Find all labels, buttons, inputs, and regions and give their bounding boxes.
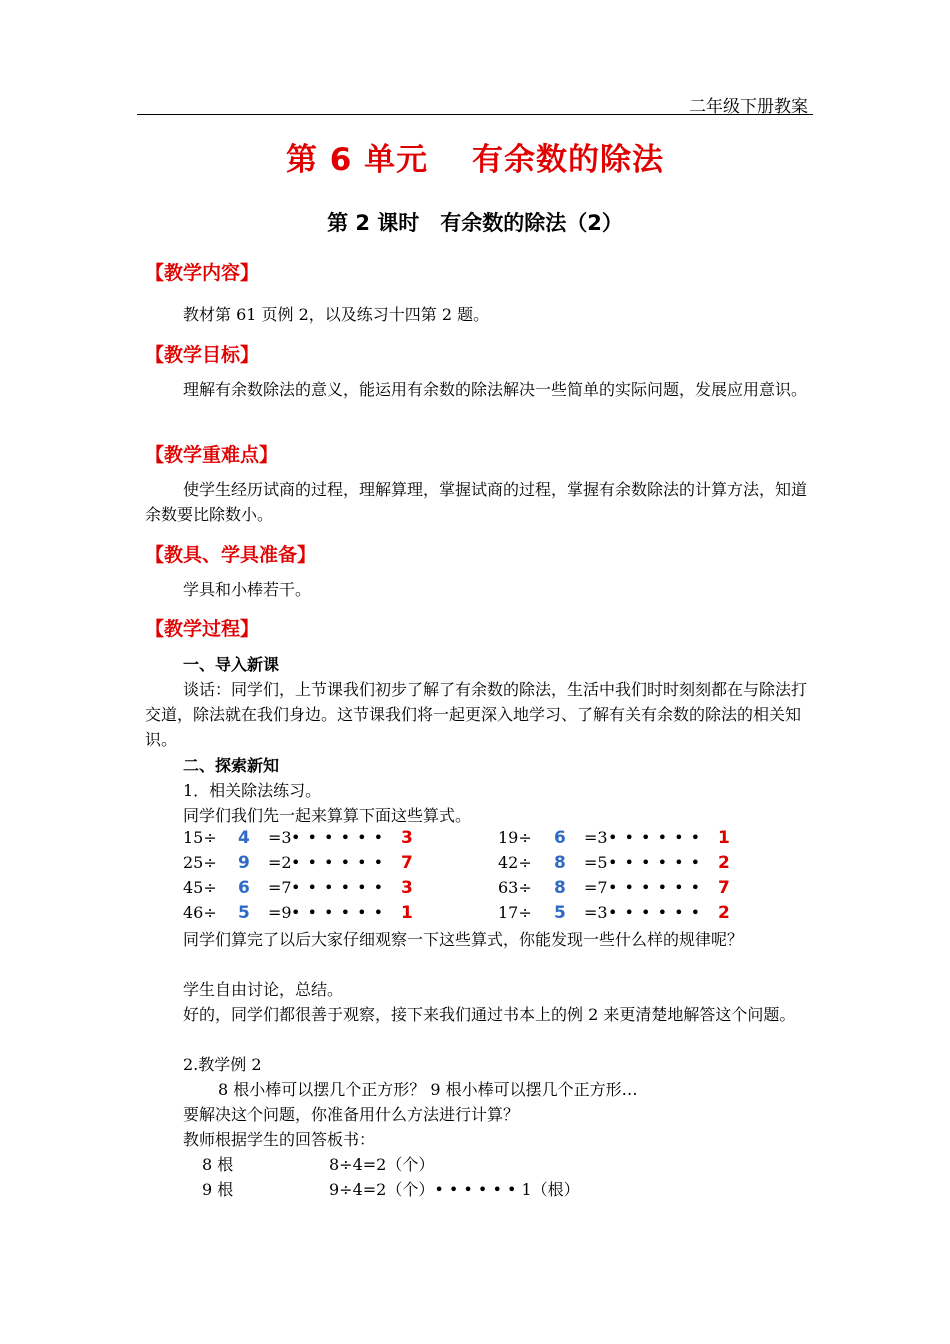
equation-dots: • • • • • • [291,903,385,922]
part1-text: 谈话：同学们，上节课我们初步了解了有余数的除法，生活中我们时时刻刻都在与除法打交道，除法就在我们身边。这节课我们将一起更深入地学习、了解有关有余数的除法的相关知识。 [145,680,808,749]
equation-quotient: =9 [268,903,292,922]
board-row-label: 9 根 [202,1180,234,1199]
good-text: 好的，同学们都很善于观察，接下来我们通过书本上的例 2 来更清楚地解答这个问题。 [183,1005,796,1024]
equation-quotient: =2 [268,853,292,872]
equation-quotient: =7 [268,878,292,897]
equation-dividend: 46÷ [183,903,217,922]
equation-dots: • • • • • • [608,853,702,872]
equation-dividend: 42÷ [498,853,532,872]
method-question: 要解决这个问题，你准备用什么方法进行计算？ [183,1105,520,1124]
discuss-text: 学生自由讨论，总结。 [183,980,344,999]
equation-remainder: 3 [401,878,413,898]
equation-dividend: 63÷ [498,878,532,897]
section-heading-keypoints: 【教学重难点】 [145,444,279,466]
equation-quotient: =3 [584,828,608,847]
equation-divisor: 9 [238,853,250,873]
equation-dots: • • • • • • [291,878,385,897]
equation-divisor: 5 [238,903,250,923]
board-intro: 教师根据学生的回答板书： [183,1130,376,1149]
equation-dividend: 17÷ [498,903,532,922]
equation-quotient: =3 [268,828,292,847]
item1-text: 同学们我们先一起来算算下面这些算式。 [183,806,472,825]
equation-dividend: 19÷ [498,828,532,847]
equation-dots: • • • • • • [291,828,385,847]
keypoints-text: 使学生经历试商的过程，理解算理，掌握试商的过程，掌握有余数除法的计算方法，知道余数要比除数小。 [145,480,808,524]
equation-remainder: 7 [401,853,413,873]
equation-dots: • • • • • • [608,878,702,897]
equation-divisor: 4 [238,828,250,848]
equation-dividend: 45÷ [183,878,217,897]
equation-divisor: 6 [554,828,566,848]
section-heading-tools: 【教具、学具准备】 [145,544,317,566]
item1-title: 1．相关除法练习。 [183,781,322,800]
unit-title: 第 6 单元 有余数的除法 [286,142,664,178]
equation-remainder: 7 [718,878,730,898]
lesson-title: 第 2 课时 有余数的除法（2） [327,211,623,235]
equation-remainder: 2 [718,853,730,873]
equation-dots: • • • • • • [291,853,385,872]
equation-divisor: 5 [554,903,566,923]
board-row-expression: 9÷4=2（个）• • • • • • 1（根） [329,1180,580,1199]
tools-text: 学具和小棒若干。 [183,580,312,599]
goals-text: 理解有余数除法的意义，能运用有余数的除法解决一些简单的实际问题，发展应用意识。 [183,380,808,399]
equation-dividend: 25÷ [183,853,217,872]
observe-text: 同学们算完了以后大家仔细观察一下这些算式，你能发现一些什么样的规律呢？ [183,930,744,949]
section-heading-goals: 【教学目标】 [145,344,260,366]
equation-remainder: 3 [401,828,413,848]
board-row-expression: 8÷4=2（个） [329,1155,435,1174]
equation-quotient: =5 [584,853,608,872]
equation-quotient: =3 [584,903,608,922]
equation-dots: • • • • • • [608,828,702,847]
header-rule [137,114,813,115]
equation-divisor: 8 [554,853,566,873]
equation-divisor: 6 [238,878,250,898]
equation-remainder: 1 [718,828,730,848]
equation-remainder: 2 [718,903,730,923]
board-row-label: 8 根 [202,1155,234,1174]
section-heading-process: 【教学过程】 [145,618,260,640]
equation-divisor: 8 [554,878,566,898]
header-label: 二年级下册教案 [689,97,808,117]
equation-quotient: =7 [584,878,608,897]
part1-title: 一、导入新课 [183,655,280,674]
part2-title: 二、探索新知 [183,756,280,775]
equation-remainder: 1 [401,903,413,923]
item2-title: 2.教学例 2 [183,1055,262,1074]
example-question: 8 根小棒可以摆几个正方形？ 9 根小棒可以摆几个正方形… [218,1080,638,1099]
equation-dividend: 15÷ [183,828,217,847]
section-heading-content: 【教学内容】 [145,262,260,284]
equation-dots: • • • • • • [608,903,702,922]
content-text: 教材第 61 页例 2，以及练习十四第 2 题。 [183,305,490,324]
